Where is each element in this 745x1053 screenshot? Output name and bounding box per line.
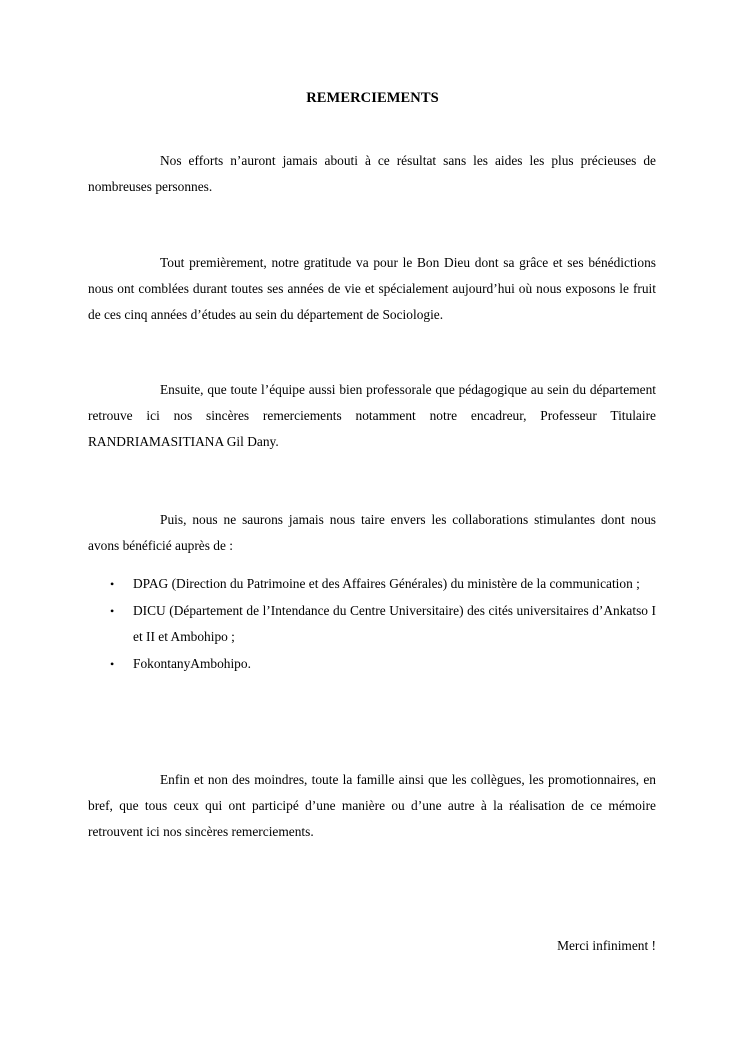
paragraph-collaborations: Puis, nous ne saurons jamais nous taire envers les collaborations stimulantes dont nous avons bénéficié auprès de : — [88, 512, 656, 553]
list-item — [88, 598, 656, 650]
signoff: Merci infiniment ! — [557, 938, 656, 953]
list-item — [88, 571, 656, 597]
paragraph-closing: Enfin et non des moindres, toute la famille ainsi que les collègues, les promotionnaires, en bref, que tous ceux qui ont participé d’une manière ou d’une autre à la réalisation de ce mémoire retrouvent ici nos sincères remerciements. — [88, 772, 656, 839]
list-item-text: DICU (Département de l’Intendance du Centre Universitaire) des cités universitaires d’Ankatso I et II et Ambohipo ; — [133, 603, 656, 644]
list-item — [88, 651, 656, 677]
bullet-icon: • — [110, 657, 115, 671]
paragraph-gratitude-god: Tout premièrement, notre gratitude va pour le Bon Dieu dont sa grâce et ses bénédictions nous ont comblées durant toutes ses années de vie et spécialement aujourd’hui où nous exposons le fruit de ces cinq années d’études au sein du département de Sociologie. — [88, 255, 656, 322]
page-title: REMERCIEMENTS — [306, 90, 439, 106]
list-item-text: FokontanyAmbohipo. — [133, 656, 251, 671]
paragraph-department: Ensuite, que toute l’équipe aussi bien professorale que pédagogique au sein du département retrouve ici nos sincères remerciements notamment notre encadreur, Professeur Titulaire RANDRIAMASITIANA Gil Dany. — [88, 382, 656, 449]
paragraph-intro: Nos efforts n’auront jamais abouti à ce résultat sans les aides les plus précieuses de nombreuses personnes. — [88, 153, 656, 194]
bullet-icon: • — [110, 577, 115, 591]
collaborators-list — [88, 571, 656, 678]
list-item-text: DPAG (Direction du Patrimoine et des Affaires Générales) du ministère de la communication ; — [133, 576, 640, 591]
bullet-icon: • — [110, 604, 115, 618]
